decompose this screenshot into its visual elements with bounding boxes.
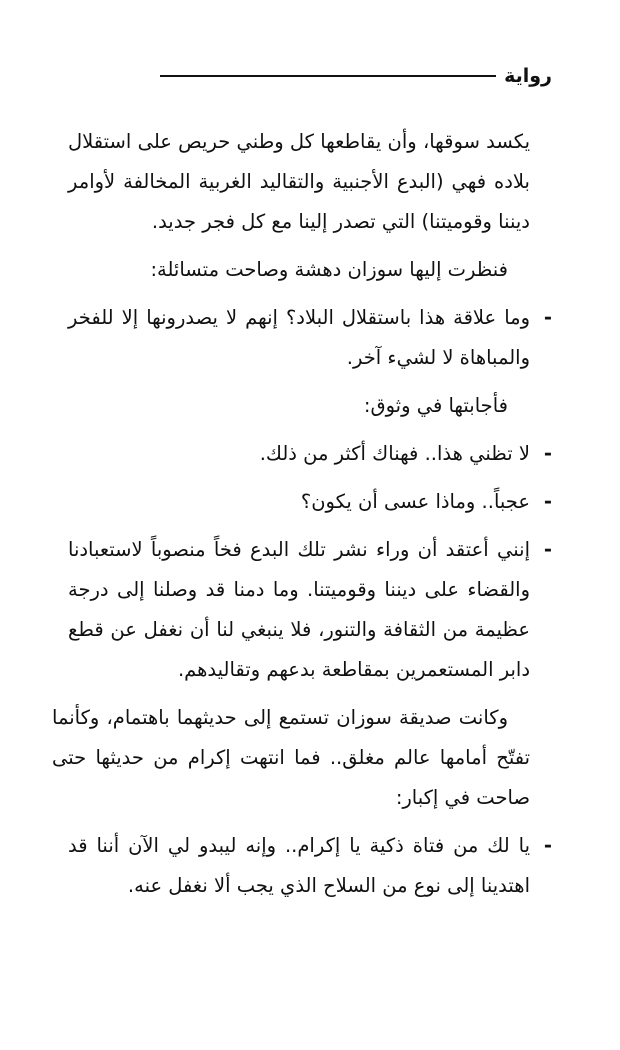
dialogue-dash: -	[543, 538, 552, 561]
dialogue-line	[68, 530, 552, 690]
running-header	[160, 62, 552, 90]
dialogue-line	[68, 826, 552, 906]
dialogue-dash: -	[543, 306, 552, 329]
dialogue-dash: -	[543, 442, 552, 465]
dialogue-line	[68, 298, 552, 378]
narration-paragraph: فأجابتها في وثوق:	[363, 394, 508, 417]
dialogue-text: يا لك من فتاة ذكية يا إكرام.. وإنه ليبدو لي الآن أننا قد اهتدينا إلى نوع من السلاح الذي يجب ألا نغفل عنه.	[68, 834, 530, 897]
narration-paragraph: وكانت صديقة سوزان تستمع إلى حديثهما باهتمام، وكأنما تفتّح أمامها عالم مغلق.. فما انتهت إكرام من حديثها حتى صاحت في إكبار:	[52, 706, 530, 809]
dialogue-line	[68, 434, 552, 474]
book-title: رواية	[504, 65, 552, 87]
page-body	[52, 122, 552, 914]
dialogue-text: عجباً.. وماذا عسى أن يكون؟	[300, 490, 530, 513]
dialogue-text: لا تظني هذا.. فهناك أكثر من ذلك.	[259, 442, 530, 465]
dialogue-text: إنني أعتقد أن وراء نشر تلك البدع فخاً منصوباً لاستعبادنا والقضاء على ديننا وقوميتنا. وما دمنا قد وصلنا إلى درجة عظيمة من الثقافة والتنور، فلا ينبغي لنا أن نغفل عن قطع دابر المستعمرين بمقاطعة بدعهم وتقاليدهم.	[68, 538, 530, 681]
dialogue-dash: -	[543, 490, 552, 513]
dialogue-dash: -	[543, 834, 552, 857]
dialogue-text: وما علاقة هذا باستقلال البلاد؟ إنهم لا يصدرونها إلا للفخر والمباهاة لا لشيء آخر.	[68, 306, 530, 369]
header-rule	[160, 75, 496, 77]
narration-paragraph: فنظرت إليها سوزان دهشة وصاحت متسائلة:	[150, 258, 508, 281]
narration-paragraph: يكسد سوقها، وأن يقاطعها كل وطني حريص على استقلال بلاده فهي (البدع الأجنبية والتقاليد الغربية المخالفة لأوامر ديننا وقوميتنا) التي تصدر إلينا مع كل فجر جديد.	[68, 130, 530, 233]
dialogue-line	[68, 482, 552, 522]
